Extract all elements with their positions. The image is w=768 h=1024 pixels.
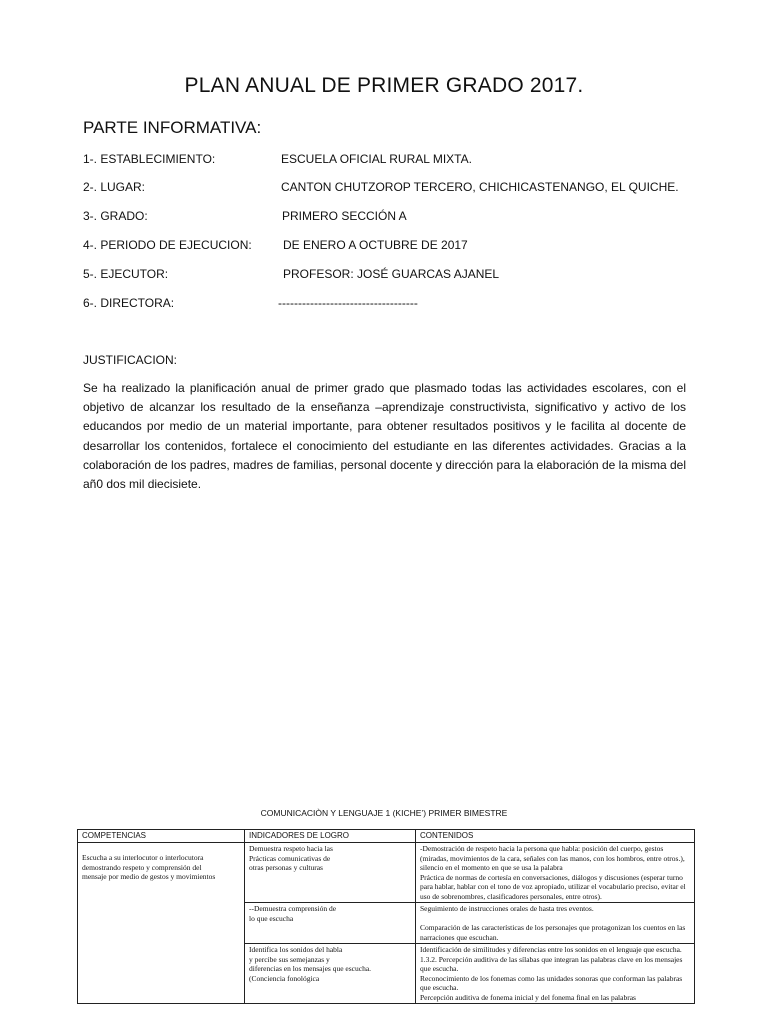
header-contenidos: CONTENIDOS: [416, 830, 695, 843]
info-value: PRIMERO SECCIÓN A: [282, 209, 407, 223]
info-row-directora: [83, 296, 703, 312]
justification-heading: JUSTIFICACION:: [83, 353, 178, 367]
contenido-cell: Identificación de similitudes y diferencias entre los sonidos en el lenguaje que escucha. 1.3.2. Percepción auditiva de las sílabas que integran las palabras clave en los mensajes que escucha. Reconocimiento de los fonemas como las unidades sonoras que conforman las palabras que escucha. Percepción auditiva de fonema inicial y del fonema final en las palabras: [416, 944, 695, 1004]
info-label: 5-. EJECUTOR:: [83, 267, 169, 281]
indicador-cell: Demuestra respeto hacia las Prácticas comunicativas de otras personas y culturas: [245, 843, 416, 903]
info-row-lugar: [83, 180, 703, 196]
table-row: [78, 843, 695, 903]
plan-table: [77, 829, 695, 1004]
indicador-cell: --Demuestra comprensión de lo que escucha: [245, 903, 416, 944]
info-value: ESCUELA OFICIAL RURAL MIXTA.: [281, 152, 472, 166]
info-value: DE ENERO A OCTUBRE DE 2017: [283, 238, 468, 252]
contenido-cell: Seguimiento de instrucciones orales de hasta tres eventos. Comparación de las características de los personajes que protagonizan los cuentos en las narraciones que escuchan.: [416, 903, 695, 944]
contenido-cell: -Demostración de respeto hacia la persona que habla: posición del cuerpo, gestos (miradas, movimientos de la cara, señales con las manos, con los hombros, entre otros.), silencio en el momento en que se usa la palabra Práctica de normas de cortesía en conversaciones, diálogos y discusiones (esperar turno para hablar, hablar con el tono de voz apropiado, utilizar el vocabulario preciso, evitar el uso de sobrenombres, clasificadores personales, entre otros).: [416, 843, 695, 903]
document-title: PLAN ANUAL DE PRIMER GRADO 2017.: [184, 74, 584, 97]
info-label: 1-. ESTABLECIMIENTO:: [83, 152, 216, 166]
competencia-cell: Escucha a su interlocutor o interlocutora demostrando respeto y comprensión del mensaje por medio de gestos y movimientos: [78, 843, 245, 1004]
info-value: CANTON CHUTZOROP TERCERO, CHICHICASTENANGO, EL QUICHE.: [281, 180, 679, 194]
info-label: 6-. DIRECTORA:: [83, 296, 175, 310]
info-value: -----------------------------------: [278, 296, 418, 310]
info-label: 4-. PERIODO DE EJECUCION:: [83, 238, 252, 252]
info-row-periodo: [83, 238, 703, 254]
justification-body: Se ha realizado la planificación anual de primer grado que plasmado todas las actividades escolares, con el objetivo de alcanzar los resultado de la enseñanza –aprendizaje constructivista, significativo y activo de los educandos por medio de un material importante, para obtener resultados positivos y le facilita al docente de desarrollar los contenidos, fortalece el conocimiento del estudiante en las diferentes actividades. Gracias a la colaboración de los padres, madres de familias, personal docente y dirección para la elaboración de la misma del añ0 dos mil diecisiete.: [83, 381, 686, 492]
indicador-cell: Identifica los sonidos del habla y percibe sus semejanzas y diferencias en los mensajes que escucha. (Conciencia fonológica: [245, 944, 416, 1004]
table-title: COMUNICACIÒN Y LENGUAJE 1 (KICHE’) PRIMER BIMESTRE: [260, 808, 508, 818]
info-value: PROFESOR: JOSÉ GUARCAS AJANEL: [283, 267, 500, 281]
info-row-establecimiento: [83, 152, 703, 168]
table-header-row: [78, 830, 695, 843]
header-indicadores: INDICADORES DE LOGRO: [245, 830, 416, 843]
info-label: 3-. GRADO:: [83, 209, 148, 223]
info-label: 2-. LUGAR:: [83, 180, 146, 194]
header-competencias: COMPETENCIAS: [78, 830, 245, 843]
info-row-grado: [83, 209, 703, 225]
info-row-ejecutor: [83, 267, 703, 283]
section-heading: PARTE INFORMATIVA:: [83, 118, 262, 137]
